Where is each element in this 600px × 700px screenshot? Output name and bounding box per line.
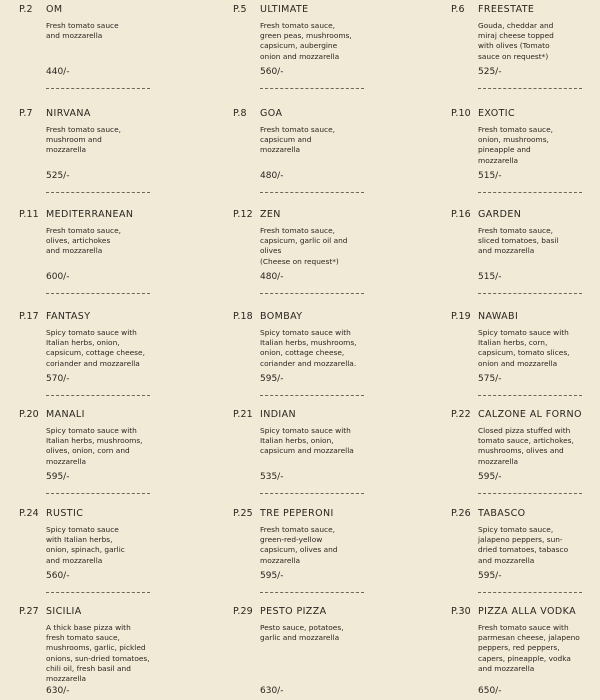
item-description: Fresh tomato sauce, sliced tomatoes, basil and mozzarella — [478, 226, 559, 256]
item-description: Fresh tomato sauce, onion, mushrooms, pineapple and mozzarella — [478, 125, 553, 165]
item-description: Fresh tomato sauce, capsicum and mozzarella — [260, 125, 335, 155]
item-name: OM — [46, 4, 63, 15]
item-code: P.30 — [451, 606, 471, 617]
item-code: P.18 — [233, 311, 253, 322]
item-price: 575/- — [478, 374, 502, 384]
dashed-divider — [478, 493, 582, 494]
dashed-divider — [260, 88, 364, 89]
dashed-divider — [260, 293, 364, 294]
item-name: ZEN — [260, 209, 281, 220]
item-code: P.22 — [451, 409, 471, 420]
item-code: P.6 — [451, 4, 465, 15]
item-name: NAWABI — [478, 311, 519, 322]
item-description: Spicy tomato sauce with Italian herbs, corn, capsicum, tomato slices, onion and mozzarella — [478, 328, 570, 368]
item-name: RUSTIC — [46, 508, 84, 519]
item-code: P.25 — [233, 508, 253, 519]
item-price: 560/- — [260, 67, 284, 77]
item-name: TRE PEPERONI — [260, 508, 334, 519]
item-name: MANALI — [46, 409, 85, 420]
dashed-divider — [46, 293, 150, 294]
item-description: Fresh tomato sauce, green-red-yellow capsicum, olives and mozzarella — [260, 525, 338, 565]
item-price: 630/- — [46, 686, 70, 696]
item-name: PESTO PIZZA — [260, 606, 327, 617]
item-name: ULTIMATE — [260, 4, 309, 15]
item-price: 535/- — [260, 472, 284, 482]
item-name: PIZZA ALLA VODKA — [478, 606, 576, 617]
item-price: 595/- — [478, 472, 502, 482]
item-description: Fresh tomato sauce, capsicum, garlic oil and olives (Cheese on request*) — [260, 226, 348, 266]
item-name: MEDITERRANEAN — [46, 209, 134, 220]
item-name: GARDEN — [478, 209, 522, 220]
item-description: Spicy tomato sauce with Italian herbs, onion, spinach, garlic and mozzarella — [46, 525, 125, 565]
item-description: Fresh tomato sauce, olives, artichokes and mozzarella — [46, 226, 121, 256]
item-description: Spicy tomato sauce, jalapeno peppers, sun- dried tomatoes, tabasco and mozzarella — [478, 525, 569, 565]
item-code: P.29 — [233, 606, 253, 617]
item-code: P.16 — [451, 209, 471, 220]
item-description: Spicy tomato sauce with Italian herbs, mushrooms, olives, onion, corn and mozzarella — [46, 426, 143, 466]
item-description: Fresh tomato sauce and mozzarella — [46, 21, 119, 41]
item-description: Fresh tomato sauce, mushroom and mozzarella — [46, 125, 121, 155]
item-code: P.19 — [451, 311, 471, 322]
item-code: P.8 — [233, 108, 247, 119]
item-description: Closed pizza stuffed with tomato sauce, artichokes, mushrooms, olives and mozzarella — [478, 426, 574, 466]
item-name: SICILIA — [46, 606, 82, 617]
item-description: Fresh tomato sauce with parmesan cheese, jalapeno peppers, red peppers, capers, pineapple, vodka and mozzarella — [478, 623, 580, 673]
item-price: 595/- — [478, 571, 502, 581]
item-price: 440/- — [46, 67, 70, 77]
item-code: P.20 — [19, 409, 39, 420]
item-price: 515/- — [478, 171, 502, 181]
item-code: P.21 — [233, 409, 253, 420]
item-description: Spicy tomato sauce with Italian herbs, mushrooms, onion, cottage cheese, coriander and mozzarella. — [260, 328, 357, 368]
item-code: P.5 — [233, 4, 247, 15]
item-price: 595/- — [260, 374, 284, 384]
item-name: BOMBAY — [260, 311, 303, 322]
item-description: Spicy tomato sauce with Italian herbs, onion, capsicum and mozzarella — [260, 426, 354, 456]
item-name: TABASCO — [478, 508, 526, 519]
dashed-divider — [478, 192, 582, 193]
dashed-divider — [46, 493, 150, 494]
item-code: P.27 — [19, 606, 39, 617]
item-price: 525/- — [46, 171, 70, 181]
dashed-divider — [46, 395, 150, 396]
item-name: INDIAN — [260, 409, 297, 420]
dashed-divider — [478, 592, 582, 593]
item-description: Gouda, cheddar and miraj cheese topped with olives (Tomato sauce on request*) — [478, 21, 554, 61]
item-name: CALZONE AL FORNO — [478, 409, 582, 420]
item-name: FREESTATE — [478, 4, 535, 15]
item-price: 595/- — [46, 472, 70, 482]
dashed-divider — [260, 493, 364, 494]
item-price: 570/- — [46, 374, 70, 384]
item-code: P.7 — [19, 108, 33, 119]
item-description: Pesto sauce, potatoes, garlic and mozzarella — [260, 623, 344, 643]
item-price: 560/- — [46, 571, 70, 581]
item-price: 480/- — [260, 171, 284, 181]
dashed-divider — [46, 192, 150, 193]
item-price: 515/- — [478, 272, 502, 282]
item-description: Spicy tomato sauce with Italian herbs, onion, capsicum, cottage cheese, coriander and mozzarella — [46, 328, 145, 368]
item-name: GOA — [260, 108, 283, 119]
item-code: P.24 — [19, 508, 39, 519]
item-code: P.12 — [233, 209, 253, 220]
item-code: P.2 — [19, 4, 33, 15]
item-price: 480/- — [260, 272, 284, 282]
item-code: P.10 — [451, 108, 471, 119]
item-price: 630/- — [260, 686, 284, 696]
item-name: NIRVANA — [46, 108, 91, 119]
item-code: P.26 — [451, 508, 471, 519]
dashed-divider — [478, 395, 582, 396]
item-price: 595/- — [260, 571, 284, 581]
item-code: P.11 — [19, 209, 39, 220]
dashed-divider — [260, 192, 364, 193]
item-price: 525/- — [478, 67, 502, 77]
item-name: FANTASY — [46, 311, 91, 322]
dashed-divider — [260, 592, 364, 593]
item-name: EXOTIC — [478, 108, 516, 119]
item-description: A thick base pizza with fresh tomato sauce, mushrooms, garlic, pickled onions, sun-dried tomatoes, chili oil, fresh basil and mozzarella — [46, 623, 150, 684]
dashed-divider — [260, 395, 364, 396]
dashed-divider — [46, 88, 150, 89]
item-price: 600/- — [46, 272, 70, 282]
item-price: 650/- — [478, 686, 502, 696]
dashed-divider — [478, 88, 582, 89]
dashed-divider — [46, 592, 150, 593]
item-description: Fresh tomato sauce, green peas, mushrooms, capsicum, aubergine onion and mozzarella — [260, 21, 352, 61]
item-code: P.17 — [19, 311, 39, 322]
dashed-divider — [478, 293, 582, 294]
